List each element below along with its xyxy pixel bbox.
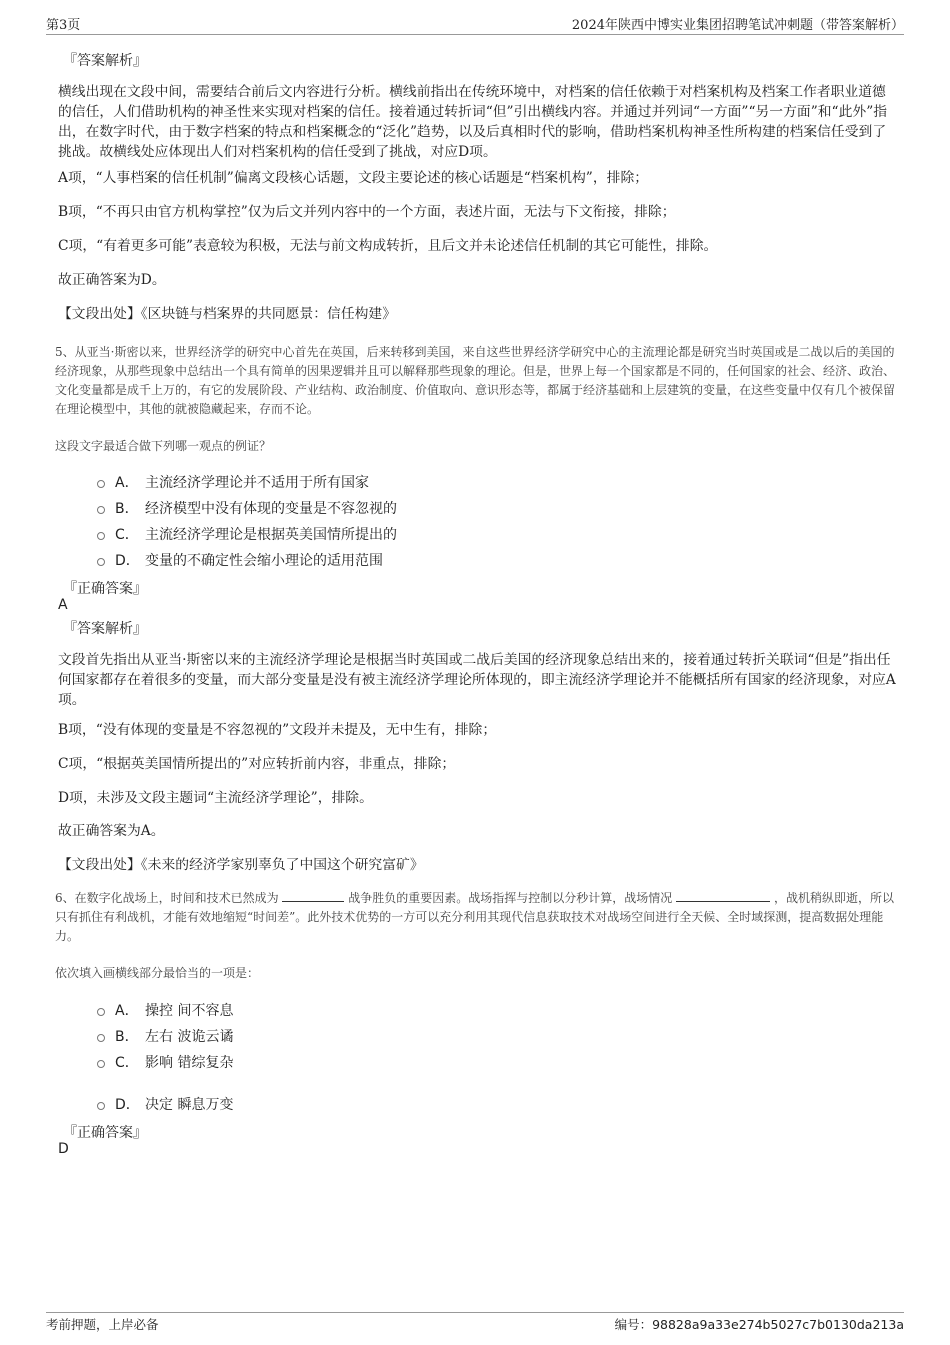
q5-stem: 5、从亚当·斯密以来，世界经济学的研究中心首先在英国，后来转移到美国，来自这些世界经济学研究中心的主流理论都是研究当时英国或是二战以后的美国的经济现象，从那些现象中总结出一个具有简单的因果逻辑并且可以解释那些现象的理论。但是，世界上每一个国家都是不同的，任何国家的社会、经济、政治、文化变量都是成千上万的，有它的发展阶段、产业结构、政治制度、价值取向、意识形态等，都属于经济基础和上层建筑的变量，在这些变量中仅有几个被保留在理论模型中，其他的就被隐藏起来，存而不论。	[55, 345, 896, 416]
q5-option-d[interactable]: D． 变量的不确定性会缩小理论的适用范围	[97, 550, 383, 570]
q4-analysis-b: B项，“不再只由官方机构掌控”仅为后文并列内容中的一个方面，表述片面，无法与下文衔接，排除；	[58, 204, 676, 220]
radio-icon[interactable]	[97, 1008, 105, 1016]
q4-analysis-label: 『答案解析』	[63, 53, 147, 69]
q6-stem: 6、在数字化战场上，时间和技术已然成为 战争胜负的重要因素。战场指挥与控制以分秒计算，战场情况 ，战机稍纵即逝，所以只有抓住有利战机，才能有效地缩短“时间差”。此外技术优势的一方可以充分利用其现代信息获取技术对战场空间进行全天候、全时域探测，提高数据处理能力。	[55, 891, 894, 943]
q6-answer: D	[58, 1141, 69, 1157]
q6-question: 依次填入画横线部分最恰当的一项是：	[55, 966, 260, 980]
q5-source: 【文段出处】《未来的经济学家别辜负了中国这个研究富矿》	[58, 857, 424, 873]
q5-analysis-label: 『答案解析』	[63, 621, 147, 637]
footer-slogan: 考前押题，上岸必备	[46, 1317, 159, 1332]
q5-option-c[interactable]: C． 主流经济学理论是根据英美国情所提出的	[97, 524, 397, 544]
document-title: 2024年陕西中博实业集团招聘笔试冲刺题（带答案解析）	[571, 18, 904, 33]
q5-option-a[interactable]: A． 主流经济学理论并不适用于所有国家	[97, 472, 369, 492]
page-header	[46, 14, 904, 35]
q5-question: 这段文字最适合做下列哪一观点的例证？	[55, 439, 272, 453]
radio-icon[interactable]	[97, 558, 105, 566]
q6-option-a[interactable]: A． 操控 间不容息	[97, 1000, 233, 1020]
q5-conclusion: 故正确答案为A。	[58, 823, 165, 839]
radio-icon[interactable]	[97, 532, 105, 540]
fill-blank-1	[282, 889, 344, 902]
q5-answer-label: 『正确答案』	[63, 581, 147, 597]
q4-conclusion: 故正确答案为D。	[58, 272, 166, 288]
page-number: 第3页	[46, 18, 81, 33]
radio-icon[interactable]	[97, 506, 105, 514]
q5-analysis-d: D项，未涉及文段主题词“主流经济学理论”，排除。	[58, 790, 373, 806]
q6-option-d[interactable]: D． 决定 瞬息万变	[97, 1094, 233, 1114]
q5-analysis-main: 文段首先指出从亚当·斯密以来的主流经济学理论是根据当时英国或二战后美国的经济现象总结出来的，接着通过转折关联词“但是”指出任何国家都存在着很多的变量，而大部分变量是没有被主流经济学理论所体现的，即主流经济学理论并不能概括所有国家的经济现象，对应A项。	[58, 652, 896, 708]
radio-icon[interactable]	[97, 1034, 105, 1042]
q4-source: 【文段出处】《区块链与档案界的共同愿景：信任构建》	[58, 306, 397, 322]
q4-analysis-a: A项，“人事档案的信任机制”偏离文段核心话题，文段主要论述的核心话题是“档案机构”，排除；	[58, 170, 649, 186]
q5-option-b[interactable]: B． 经济模型中没有体现的变量是不容忽视的	[97, 498, 397, 518]
q6-option-c[interactable]: C． 影响 错综复杂	[97, 1052, 233, 1072]
fill-blank-2	[676, 889, 770, 902]
page-footer	[46, 1312, 904, 1333]
q4-analysis-c: C项，“有着更多可能”表意较为积极，无法与前文构成转折，且后文并未论述信任机制的其它可能性，排除。	[58, 238, 718, 254]
radio-icon[interactable]	[97, 480, 105, 488]
q6-answer-label: 『正确答案』	[63, 1125, 147, 1141]
q5-analysis-b: B项，“没有体现的变量是不容忽视的”文段并未提及，无中生有，排除；	[58, 722, 497, 738]
q5-analysis-c: C项，“根据英美国情所提出的”对应转折前内容，非重点，排除；	[58, 756, 456, 772]
q6-option-b[interactable]: B． 左右 波诡云谲	[97, 1026, 233, 1046]
q4-analysis-main: 横线出现在文段中间，需要结合前后文内容进行分析。横线前指出在传统环境中，对档案的信任依赖于对档案机构及档案工作者职业道德的信任，人们借助机构的神圣性来实现对档案的信任。接着通过转折词“但”引出横线内容。并通过并列词“一方面”“另一方面”和“此外”指出，在数字时代，由于数字档案的特点和档案概念的“泛化”趋势，以及后真相时代的影响，借助档案机构神圣性所构建的档案信任受到了挑战。故横线处应体现出人们对档案机构的信任受到了挑战，对应D项。	[58, 84, 888, 160]
radio-icon[interactable]	[97, 1102, 105, 1110]
document-id: 编号：98828a9a33e274b5027c7b0130da213a	[614, 1317, 904, 1332]
radio-icon[interactable]	[97, 1060, 105, 1068]
q5-answer: A	[58, 597, 68, 613]
